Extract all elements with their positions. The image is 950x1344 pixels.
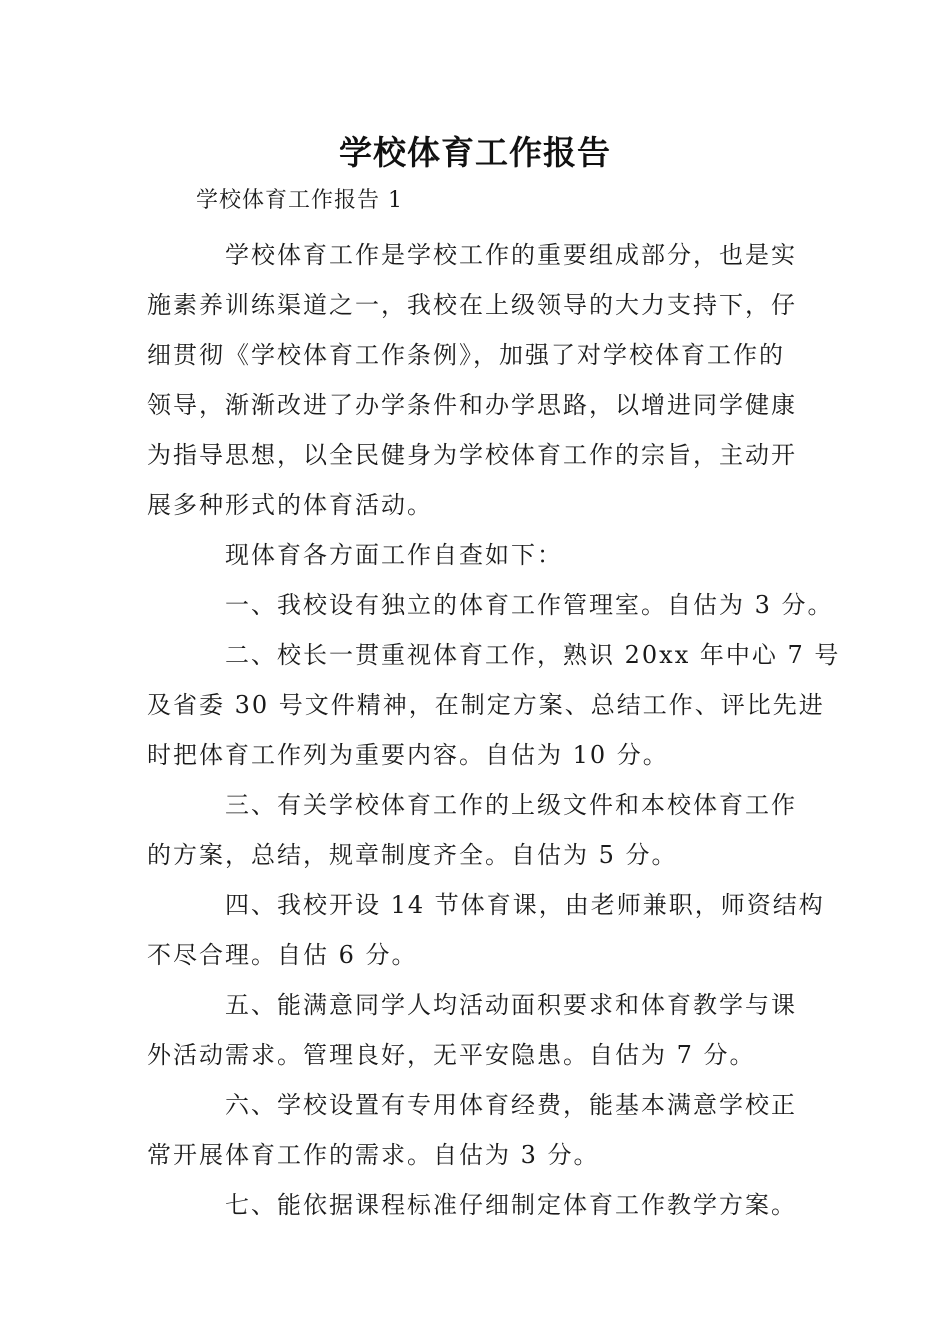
paragraph-line: 施素养训练渠道之一，我校在上级领导的大力支持下，仔 xyxy=(147,291,797,319)
paragraph-line: 常开展体育工作的需求。自估为 3 分。 xyxy=(147,1141,600,1169)
paragraph-line: 学校体育工作是学校工作的重要组成部分，也是实 xyxy=(225,241,797,269)
paragraph-line: 领导，渐渐改进了办学条件和办学思路，以增进同学健康 xyxy=(147,391,797,419)
paragraph-line: 现体育各方面工作自查如下： xyxy=(225,541,563,569)
paragraph-line: 及省委 30 号文件精神，在制定方案、总结工作、评比先进 xyxy=(147,691,825,719)
paragraph xyxy=(147,880,825,980)
paragraph-line: 三、有关学校体育工作的上级文件和本校体育工作 xyxy=(225,791,797,819)
paragraph-line: 六、学校设置有专用体育经费，能基本满意学校正 xyxy=(225,1091,797,1119)
paragraph xyxy=(147,1180,809,1230)
paragraph xyxy=(147,530,809,580)
paragraph-line: 一、我校设有独立的体育工作管理室。自估为 3 分。 xyxy=(225,591,834,619)
paragraph-line: 时把体育工作列为重要内容。自估为 10 分。 xyxy=(147,741,669,769)
paragraph xyxy=(147,980,809,1080)
paragraph xyxy=(147,580,834,630)
paragraph-line: 五、能满意同学人均活动面积要求和体育教学与课 xyxy=(225,991,797,1019)
paragraph-line: 外活动需求。管理良好，无平安隐患。自估为 7 分。 xyxy=(147,1041,756,1069)
paragraph-line: 七、能依据课程标准仔细制定体育工作教学方案。 xyxy=(225,1191,797,1219)
paragraph-line: 四、我校开设 14 节体育课，由老师兼职，师资结构 xyxy=(225,891,825,919)
paragraph xyxy=(147,780,809,880)
document-subtitle: 学校体育工作报告 1 xyxy=(196,188,403,213)
paragraph-line: 不尽合理。自估 6 分。 xyxy=(147,941,418,969)
paragraph-line: 细贯彻《学校体育工作条例》，加强了对学校体育工作的 xyxy=(147,341,785,369)
paragraph xyxy=(147,1080,809,1180)
paragraph xyxy=(147,230,809,530)
paragraph-line: 展多种形式的体育活动。 xyxy=(147,491,433,519)
paragraph-line: 的方案，总结，规章制度齐全。自估为 5 分。 xyxy=(147,841,678,869)
document-body xyxy=(147,230,841,1230)
paragraph-line: 二、校长一贯重视体育工作，熟识 20xx 年中心 7 号 xyxy=(225,641,841,669)
document-title: 学校体育工作报告 xyxy=(339,133,611,172)
paragraph xyxy=(147,630,841,780)
paragraph-line: 为指导思想，以全民健身为学校体育工作的宗旨，主动开 xyxy=(147,441,797,469)
